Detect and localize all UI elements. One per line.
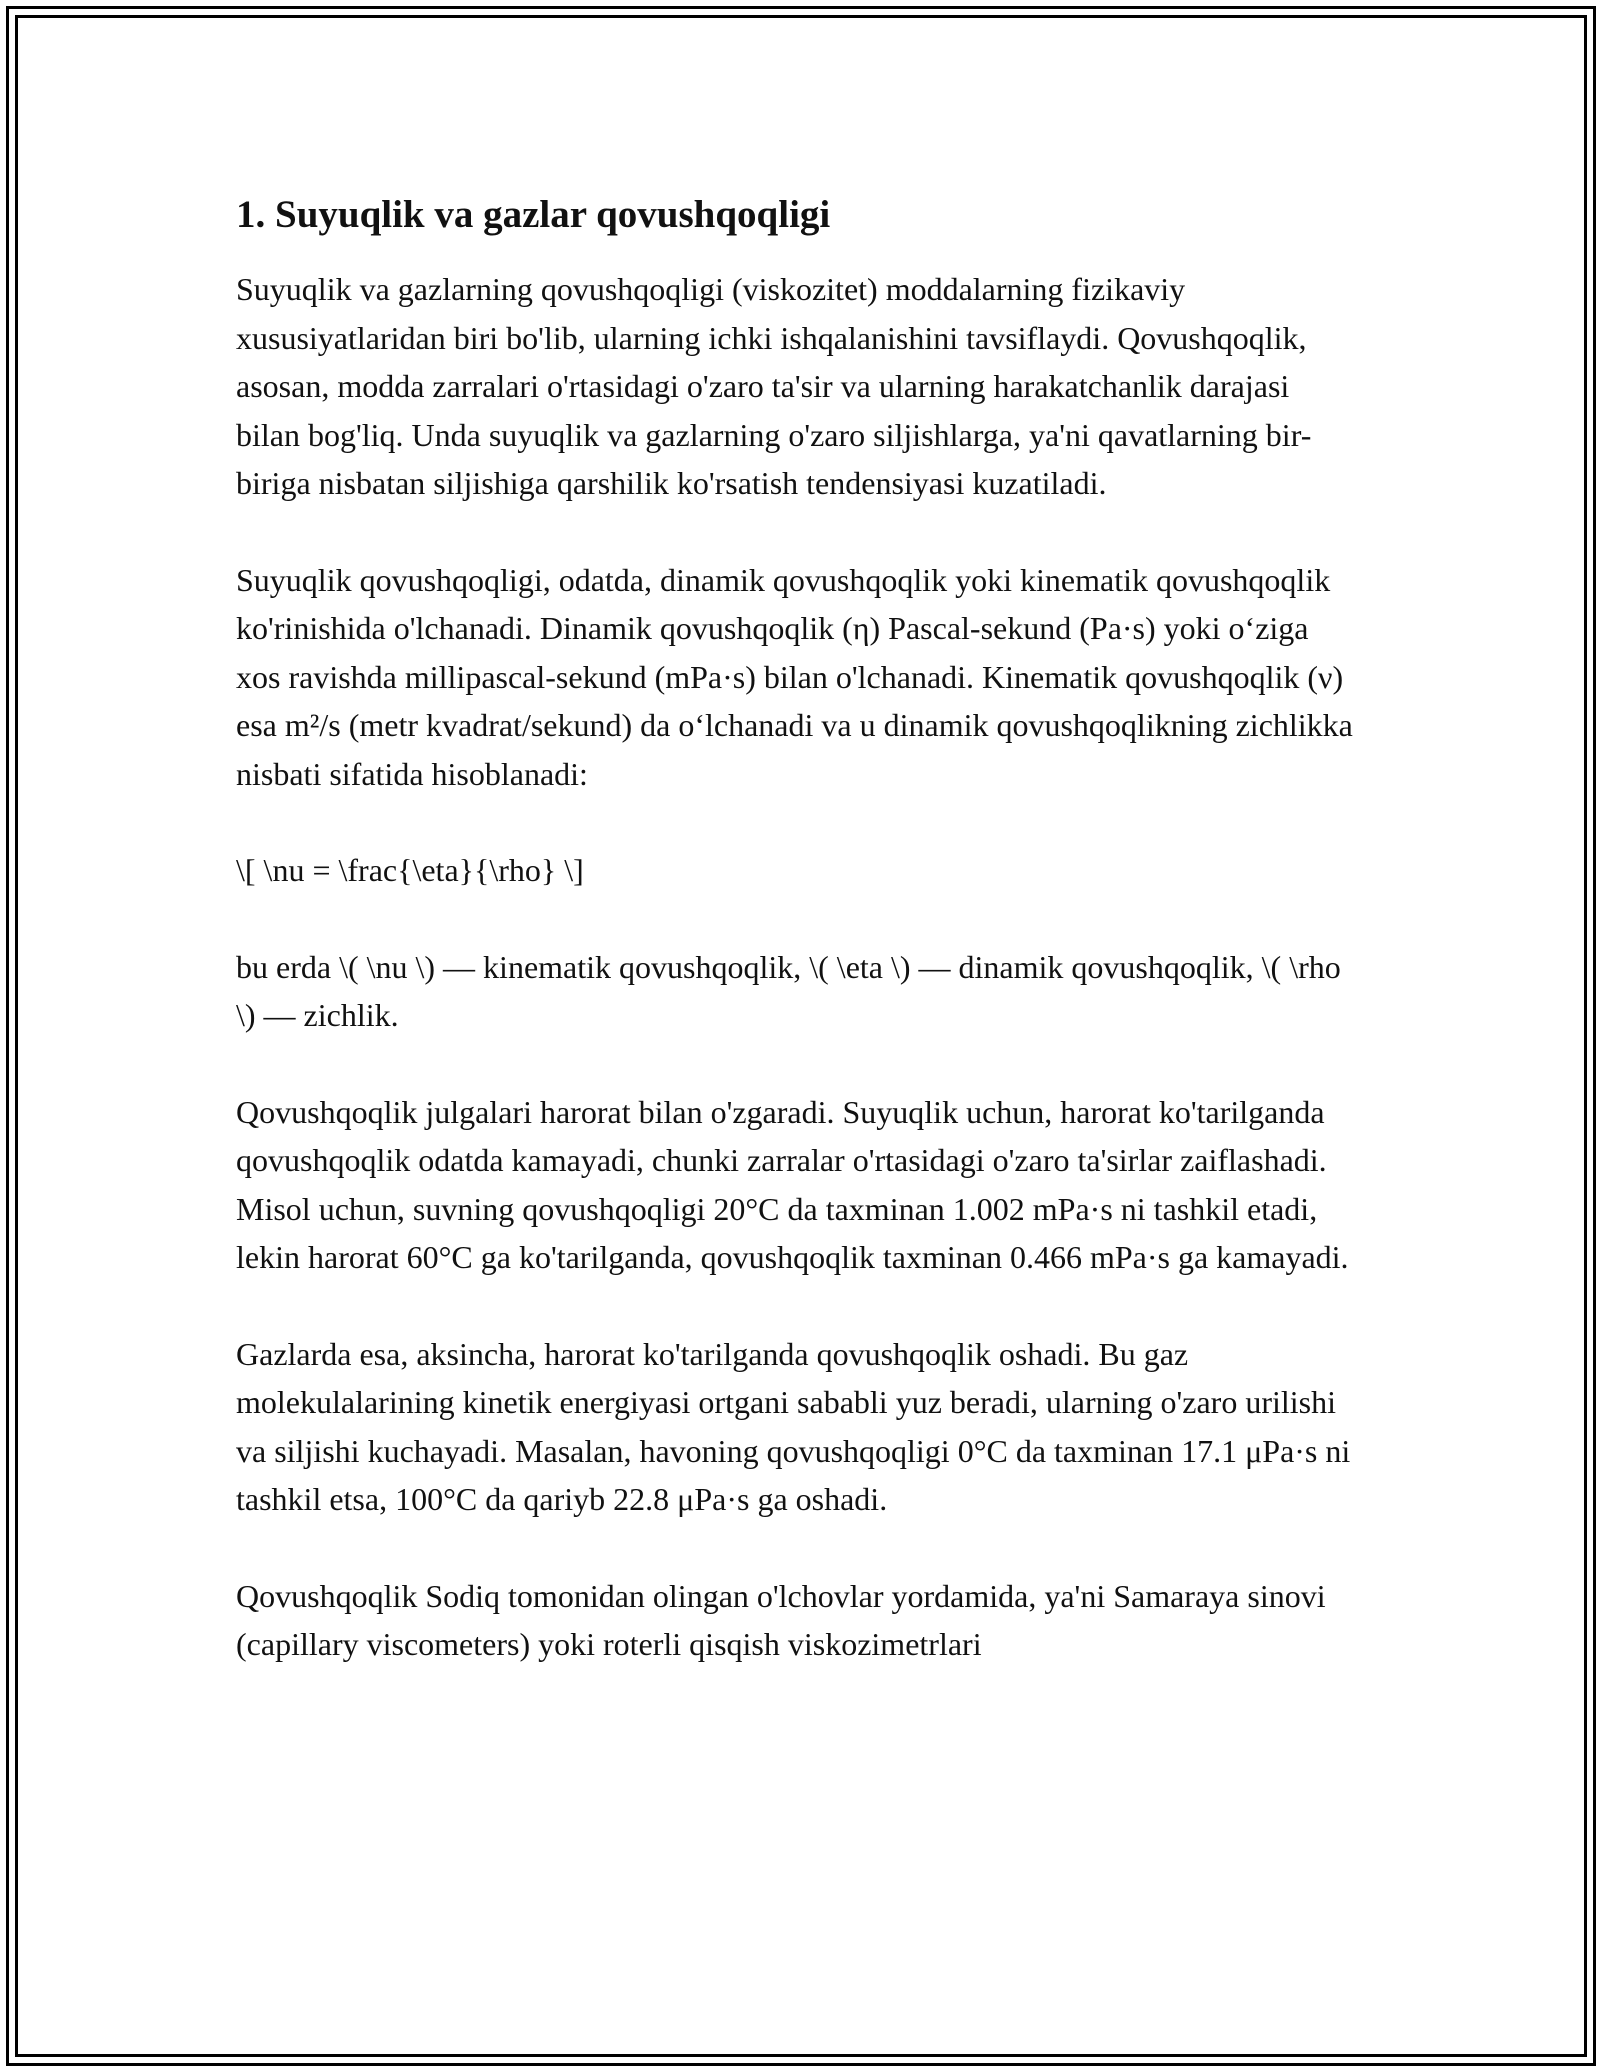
paragraph-viscometers: Qovushqoqlik Sodiq tomonidan olingan o'lchovlar yordamida, ya'ni Samaraya sinovi (capillary viscometers) yoki roterli qisqish viskozimetrlari — [236, 1577, 1326, 1662]
paragraph-viscosity-definition: Suyuqlik va gazlarning qovushqoqligi (viskozitet) moddalarning fizikaviy xususiyatlaridan biri bo'lib, ularning ichki ishqalanishini tavsiflaydi. Qovushqoqlik, asosan, modda zarralari o'rtasidagi o'zaro ta'sir va ularning harakatchanlik darajasi bilan bog'liq. Unda suyuqlik va gazlarning o'zaro siljishlarga, ya'ni qavatlarning bir-biriga nisbatan siljishiga qarshilik ko'rsatish tendensiyasi kuzatiladi. — [236, 271, 1312, 501]
paragraph-gas-temperature: Gazlarda esa, aksincha, harorat ko'tarilganda qovushqoqlik oshadi. Bu gaz molekulalarining kinetik energiyasi ortgani sababli yuz beradi, ularning o'zaro urilishi va siljishi kuchayadi. Masalan, havoning qovushqoqligi 0°C da taxminan 17.1 μPa·s ni tashkil etsa, 100°C da qariyb 22.8 μPa·s ga oshadi. — [236, 1335, 1351, 1517]
paragraph-viscosity-measurement: Suyuqlik qovushqoqligi, odatda, dinamik qovushqoqlik yoki kinematik qovushqoqlik ko'rinishida o'lchanadi. Dinamik qovushqoqlik (η) Pascal-sekund (Pa·s) yoki o‘ziga xos ravishda millipascal-sekund (mPa·s) bilan o'lchanadi. Kinematik qovushqoqlik (ν) esa m²/s (metr kvadrat/sekund) da o‘lchanadi va u dinamik qovushqoqlikning zichlikka nisbati sifatida hisoblanadi: — [236, 561, 1353, 792]
paragraph-liquid-temperature: Qovushqoqlik julgalari harorat bilan o'zgaradi. Suyuqlik uchun, harorat ko'tarilganda qovushqoqlik odatda kamayadi, chunki zarralar o'rtasidagi o'zaro ta'sirlar zaiflashadi. Misol uchun, suvning qovushqoqligi 20°C da taxminan 1.002 mPa·s ni tashkil etadi, lekin harorat 60°C ga ko'tarilganda, qovushqoqlik taxminan 0.466 mPa·s ga kamayadi. — [236, 1093, 1349, 1275]
paragraph-formula-legend: bu erda \( \nu \) — kinematik qovushqoqlik, \( \eta \) — dinamik qovushqoqlik, \( \rho \) — zichlik. — [236, 948, 1341, 1033]
document-body — [236, 185, 1356, 1717]
formula-kinematic-viscosity: \[ \nu = \frac{\eta}{\rho} \] — [236, 852, 584, 888]
page-title: 1. Suyuqlik va gazlar qovushqoqligi — [236, 193, 831, 236]
